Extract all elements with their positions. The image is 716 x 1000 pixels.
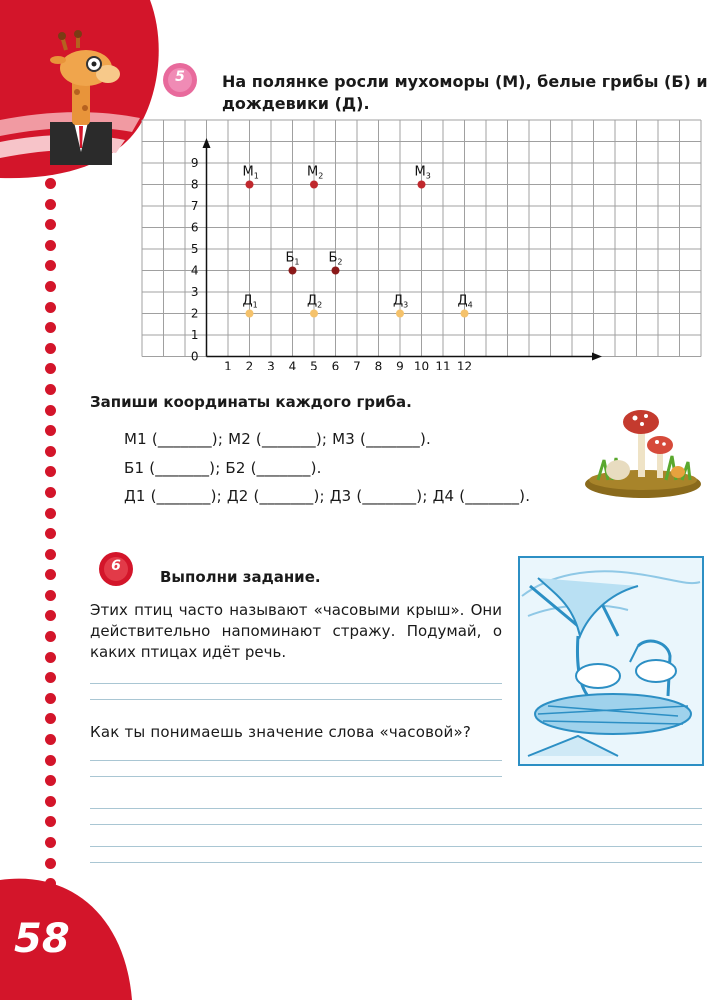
x-tick-labels: [224, 360, 472, 371]
x-tick-label: 5: [310, 359, 318, 370]
decorative-dots: [43, 178, 59, 899]
point-label: $Д_4$: [457, 293, 473, 310]
answer-rule[interactable]: [90, 776, 502, 777]
point-label: $М_3$: [414, 164, 431, 181]
y-tick-label: 4: [190, 263, 199, 278]
point-label: $Б_2$: [328, 250, 343, 267]
storks-illustration: [518, 556, 704, 766]
answer-rule[interactable]: [90, 760, 502, 761]
y-tick-label: 7: [190, 199, 199, 213]
task-6-title: Выполни задание.: [160, 568, 321, 586]
task-6-badge: [98, 551, 134, 587]
coordinate-grid-chart: [140, 118, 708, 370]
y-tick-label: 1: [190, 328, 199, 342]
x-tick-label: 2: [245, 359, 254, 370]
y-tick-label: 8: [190, 177, 199, 192]
grid-lines: [142, 120, 701, 357]
answer-rule[interactable]: [90, 862, 702, 863]
page-number: 58: [14, 916, 70, 962]
task-6-question: Как ты понимаешь значение слова «часовой»?: [90, 723, 472, 741]
point-М1: [246, 181, 254, 189]
task-5-number: 5: [175, 69, 185, 85]
y-tick-label: 6: [190, 220, 199, 235]
y-tick-labels: [191, 156, 199, 364]
x-tick-label: 7: [353, 359, 361, 370]
x-tick-label: 8: [374, 359, 383, 370]
point-label: $Б_1$: [285, 250, 300, 267]
x-tick-label: 10: [413, 359, 430, 370]
answer-rule[interactable]: [90, 824, 702, 825]
task-5-title-line2: дождевики (Д).: [222, 94, 370, 113]
point-Д4: [461, 310, 469, 318]
task-5-title-line1: На полянке росли мухоморы (М), белые грибы (Б) и: [222, 72, 708, 91]
x-tick-label: 6: [331, 359, 340, 370]
point-М3: [418, 181, 426, 189]
y-tick-label: 0: [190, 349, 199, 364]
giraffe-mascot-icon: [38, 30, 138, 165]
answer-rule[interactable]: [90, 683, 502, 684]
task-6-paragraph: Этих птиц часто называют «часовыми крыш». Они действительно напоминают стражу. Подумай, о каких птицах идёт речь.: [90, 601, 502, 661]
answer-rule[interactable]: [90, 699, 502, 700]
y-tick-label: 2: [190, 306, 199, 321]
mushroom-points: [243, 165, 473, 318]
answer-line-m[interactable]: М1 (_______); М2 (_______); М3 (_______).: [124, 430, 431, 448]
task-6-number: 6: [111, 558, 121, 574]
point-Б2: [332, 267, 340, 275]
point-label: $М_2$: [307, 164, 324, 181]
task-5-instruction: Запиши координаты каждого гриба.: [90, 393, 412, 411]
x-tick-label: 12: [456, 359, 473, 370]
point-Д1: [246, 310, 254, 318]
x-tick-label: 4: [288, 359, 297, 370]
answer-line-d[interactable]: Д1 (_______); Д2 (_______); Д3 (_______); Д4 (_______).: [124, 487, 531, 505]
answer-line-b[interactable]: Б1 (_______); Б2 (_______).: [124, 459, 322, 477]
point-Д2: [310, 310, 318, 318]
x-tick-label: 9: [396, 359, 404, 370]
y-tick-label: 9: [190, 156, 199, 170]
answer-rule[interactable]: [90, 846, 702, 847]
point-label: $Д_1$: [242, 293, 258, 310]
answer-rule[interactable]: [90, 808, 702, 809]
y-tick-label: 5: [190, 242, 199, 256]
point-Д3: [396, 310, 404, 318]
point-Б1: [289, 267, 297, 275]
task-5-badge: [162, 62, 198, 98]
y-tick-label: 3: [190, 285, 199, 299]
point-label: $Д_2$: [307, 293, 323, 310]
x-tick-label: 11: [435, 359, 451, 370]
mushrooms-illustration: [578, 400, 703, 500]
point-label: $Д_3$: [393, 293, 409, 310]
x-tick-label: 1: [224, 359, 232, 370]
point-label: $М_1$: [242, 164, 259, 181]
x-axis-arrow-icon: [592, 353, 602, 361]
y-axis-arrow-icon: [203, 138, 211, 148]
x-tick-label: 3: [267, 359, 275, 370]
point-М2: [310, 181, 318, 189]
